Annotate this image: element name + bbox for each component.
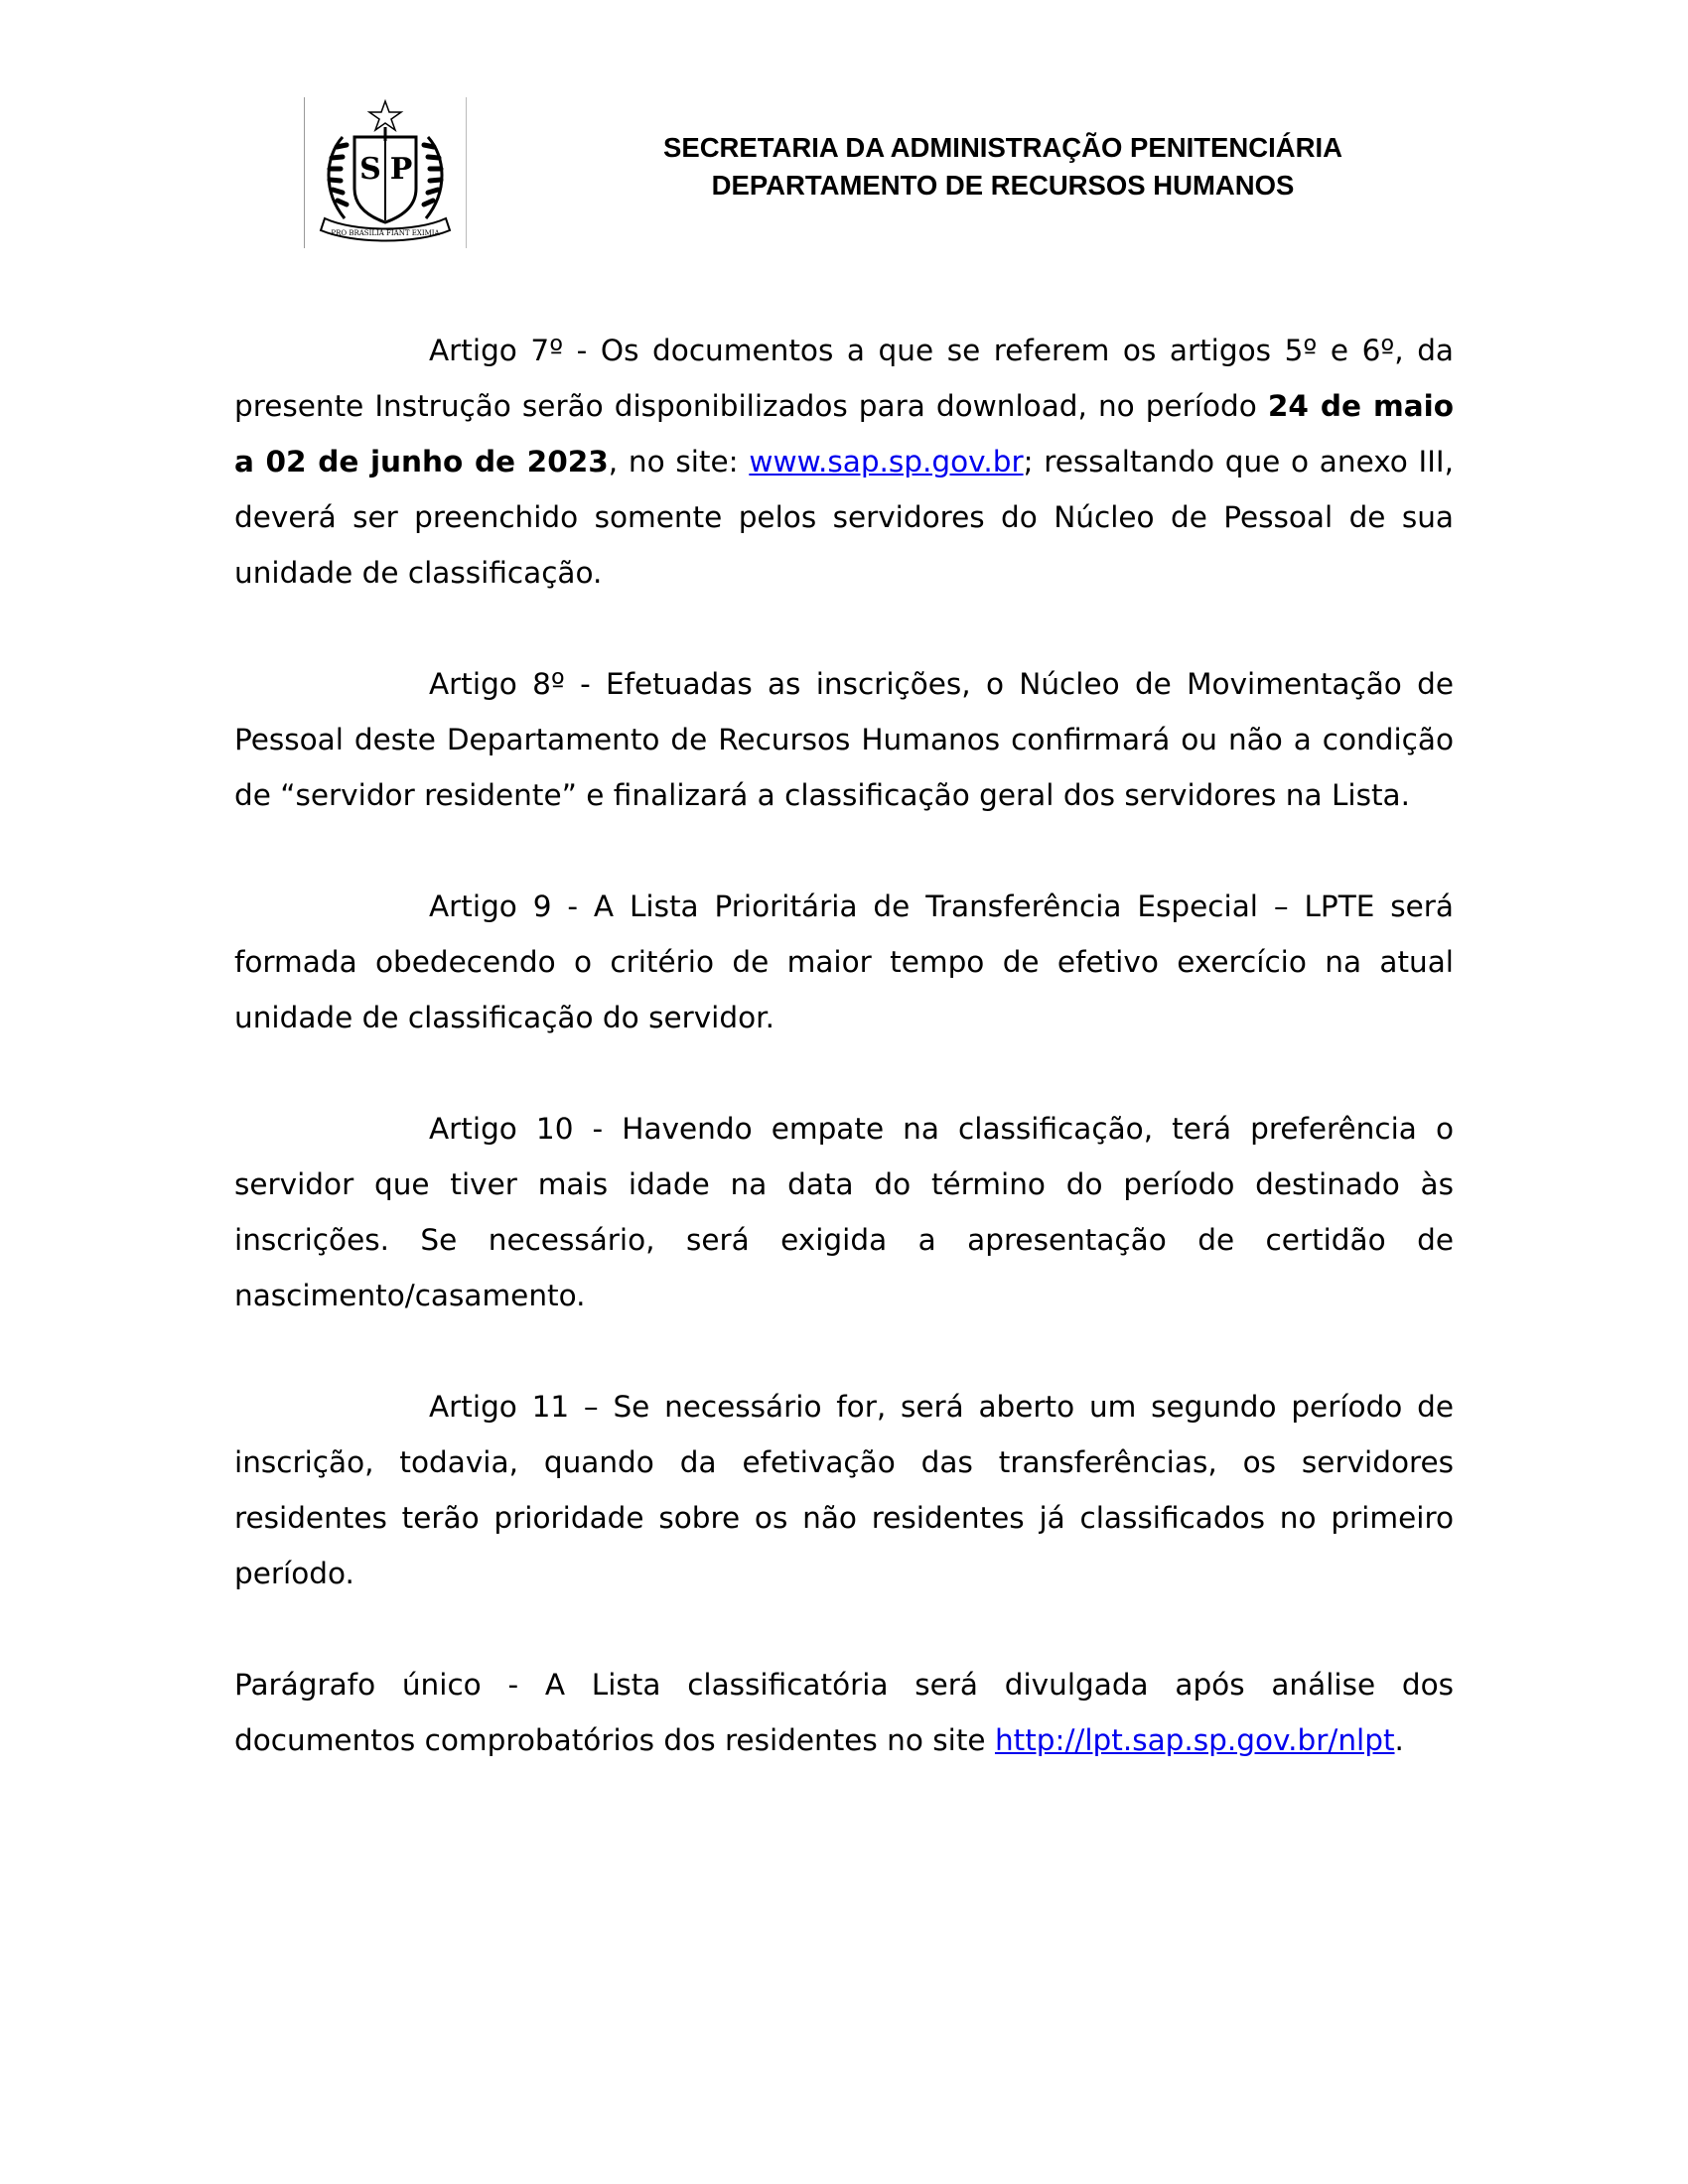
seal-letter-s: S xyxy=(359,152,381,187)
article-8-text: Artigo 8º - Efetuadas as inscrições, o Núcleo de Movimentação de Pessoal deste Departamento de Recursos Humanos confirmará ou não a condição de “servidor residente” e finalizará a classificação geral dos servidores na Lista. xyxy=(234,667,1454,812)
article-9 xyxy=(234,879,1454,1045)
lpt-site-link[interactable]: http://lpt.sap.sp.gov.br/nlpt xyxy=(994,1723,1395,1757)
article-11 xyxy=(234,1379,1454,1601)
state-seal xyxy=(304,97,467,248)
article-7-text-1: Artigo 7º - Os documentos a que se referem os artigos 5º e 6º, da presente Instrução serão disponibilizados para download, no período xyxy=(234,334,1454,423)
header-secretaria: SECRETARIA DA ADMINISTRAÇÃO PENITENCIÁRIA xyxy=(663,132,1342,163)
sap-site-link[interactable]: www.sap.sp.gov.br xyxy=(749,445,1024,478)
article-7-text-2: , no site: xyxy=(608,445,750,478)
article-7-text-3: ; ressaltando que o anexo III, deverá ser preenchido somente pelos servidores do Núcleo de Pessoal de sua unidade de classificação. xyxy=(234,445,1455,590)
document-header xyxy=(556,129,1450,205)
document-body xyxy=(234,323,1454,1824)
article-10 xyxy=(234,1101,1454,1323)
article-10-text: Artigo 10 - Havendo empate na classificação, terá preferência o servidor que tiver mais idade na data do término do período destinado às inscrições. Se necessário, será exigida a apresentação de certidão de nascimento/casamento. xyxy=(234,1112,1454,1312)
seal-emblem-icon xyxy=(305,97,466,248)
header-departamento: DEPARTAMENTO DE RECURSOS HUMANOS xyxy=(711,170,1295,201)
paragrafo-unico-text: Parágrafo único - A Lista classificatória será divulgada após análise dos documentos comprobatórios dos residentes no site xyxy=(234,1668,1454,1757)
article-7 xyxy=(234,323,1454,601)
article-11-text: Artigo 11 – Se necessário for, será aberto um segundo período de inscrição, todavia, quando da efetivação das transferências, os servidores residentes terão prioridade sobre os não residentes já classificados no primeiro período. xyxy=(234,1390,1454,1590)
seal-letter-p: P xyxy=(389,152,413,187)
seal-motto: PRO BRASILIA FIANT EXIMIA xyxy=(331,229,440,237)
paragrafo-unico-end: . xyxy=(1394,1723,1404,1757)
paragrafo-unico xyxy=(234,1657,1454,1768)
article-9-text: Artigo 9 - A Lista Prioritária de Transferência Especial – LPTE será formada obedecendo o critério de maior tempo de efetivo exercício na atual unidade de classificação do servidor. xyxy=(234,889,1454,1034)
article-8 xyxy=(234,656,1454,823)
article-7-period: 24 de maio a 02 de junho de 2023 xyxy=(234,389,1454,478)
